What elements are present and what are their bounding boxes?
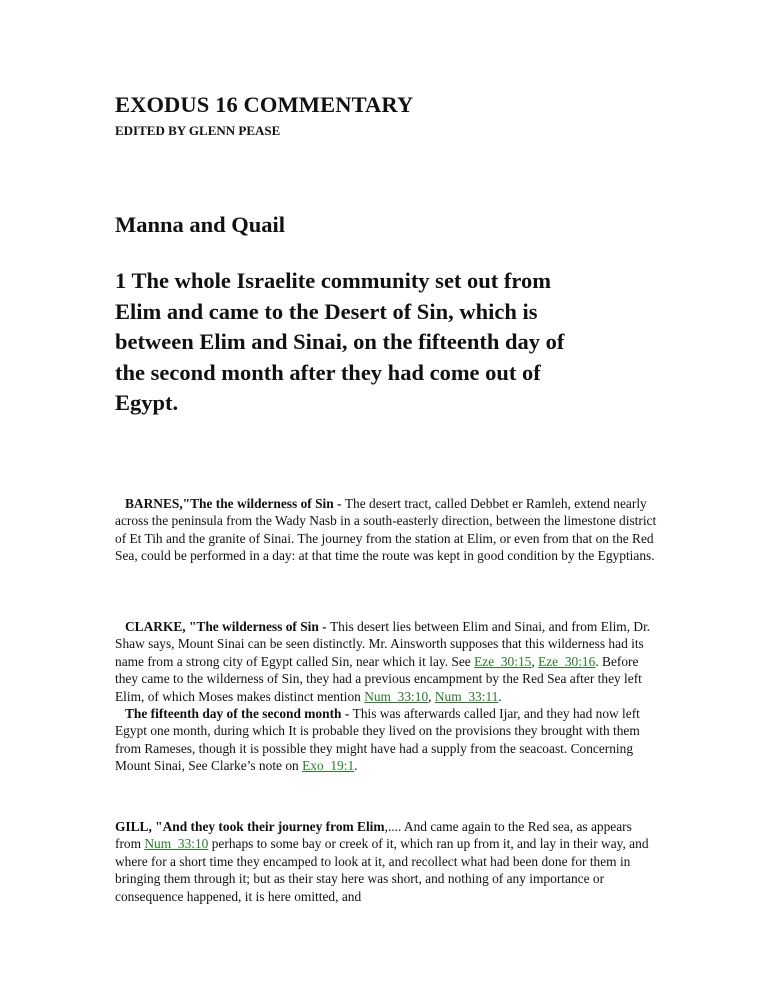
separator: , bbox=[428, 688, 435, 704]
clarke-text: . Before they came to the wilderness of Sin, they had a previous encampment by the Red Sea after they left Elim, of which Moses makes distinct mention bbox=[115, 653, 642, 704]
clarke-commentary bbox=[115, 618, 660, 775]
clarke-text: . bbox=[354, 758, 358, 774]
gill-text: ,.... And came again to the Red sea, as appears from bbox=[115, 819, 632, 852]
verse-line: the second month after they had come out of bbox=[115, 359, 541, 385]
gill-commentary bbox=[115, 818, 660, 905]
clarke-text: This desert lies between Elim and Sinai, and from Elim, Dr. Shaw says, Mount Sinai can be seen distinctly. Mr. Ainsworth supposes that this wilderness had its name from a strong city of Egypt called Sin, near which it lay. See bbox=[115, 619, 651, 669]
barnes-lead: BARNES,"The the wilderness of Sin - bbox=[125, 496, 345, 511]
clarke-text: . bbox=[498, 688, 502, 704]
scripture-link[interactable]: Eze_30:16 bbox=[538, 653, 596, 669]
clarke-lead: CLARKE, "The wilderness of Sin - bbox=[125, 619, 330, 634]
scripture-link[interactable]: Num_33:11 bbox=[434, 688, 499, 704]
scripture-link[interactable]: Num_33:10 bbox=[144, 836, 209, 852]
verse-line: between Elim and Sinai, on the fifteenth day of bbox=[115, 329, 565, 354]
section-title: Manna and Quail bbox=[115, 212, 286, 237]
document-title: EXODUS 16 COMMENTARY bbox=[115, 92, 414, 117]
verse-line: 1 The whole Israelite community set out from bbox=[115, 268, 551, 293]
clarke-text: This was afterwards called Ijar, and they had now left Egypt one month, during which It is probable they lived on the provisions they brought with them from Rameses, though it is possible they might have had a supply from the seacoast. Concerning Mount Sinai, See Clarke’s note on bbox=[115, 706, 640, 774]
verse-text bbox=[115, 266, 655, 419]
clarke-lead-2: The fifteenth day of the second month - bbox=[125, 706, 353, 722]
verse-line: Egypt. bbox=[115, 390, 179, 415]
separator: , bbox=[531, 653, 539, 669]
scripture-link[interactable]: Exo_19:1 bbox=[302, 758, 355, 774]
scripture-link[interactable]: Num_33:10 bbox=[364, 688, 429, 704]
gill-lead: GILL, "And they took their journey from Elim bbox=[115, 819, 385, 834]
barnes-text: The desert tract, called Debbet er Ramleh, extend nearly across the peninsula from the Wady Nasb in a south-easterly direction, between the limestone district of Et Tih and the granite of Sinai. The journey from the station at Elim, or even from that on the Red Sea, could be performed in a day: at that time the route was kept in good condition by the Egyptians. bbox=[115, 496, 657, 564]
barnes-commentary bbox=[115, 495, 660, 565]
document-editor: EDITED BY GLENN PEASE bbox=[115, 123, 281, 138]
gill-text: perhaps to some bay or creek of it, which ran up from it, and lay in their way, and where for a short time they encamped to look at it, and recollect what had been done for them in bringing them through it; but as their stay here was short, and nothing of any importance or consequence happened, it is here omitted, and bbox=[115, 836, 649, 904]
scripture-link[interactable]: Eze_30:15 bbox=[474, 653, 532, 669]
verse-line: Elim and came to the Desert of Sin, which is bbox=[115, 298, 538, 324]
